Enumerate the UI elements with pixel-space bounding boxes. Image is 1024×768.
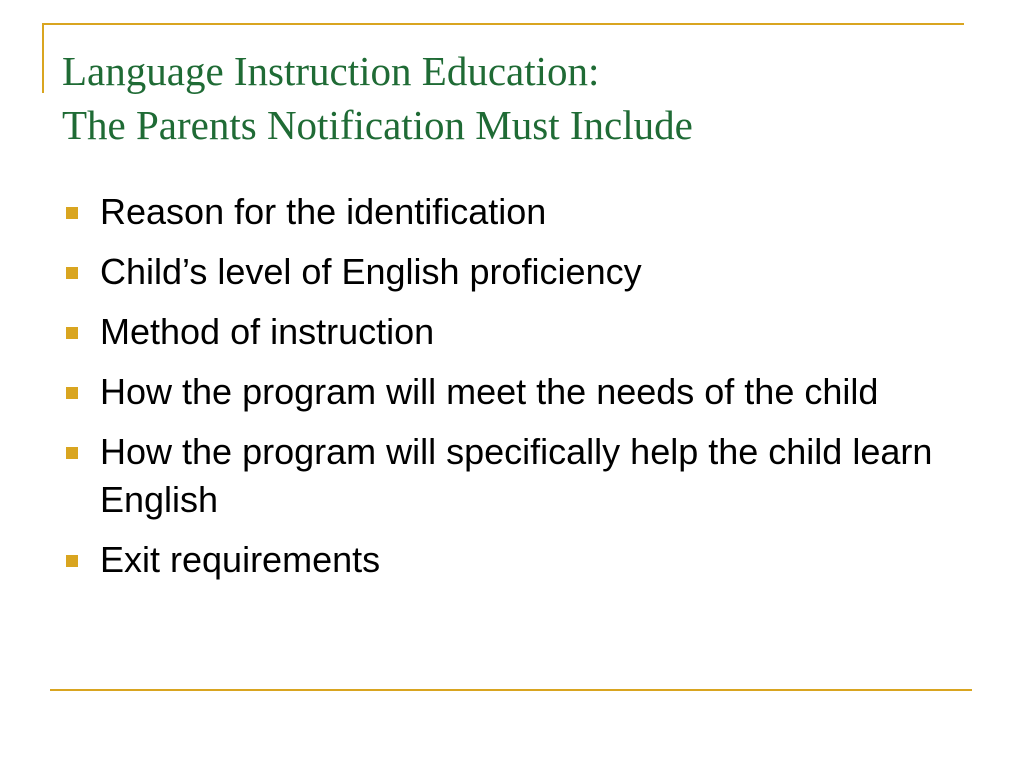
bullet-text: Method of instruction (100, 311, 435, 352)
title-line-1: Language Instruction Education: (62, 48, 600, 94)
list-item (62, 428, 962, 524)
bullet-text: Exit requirements (100, 539, 381, 580)
square-bullet-icon (66, 327, 78, 339)
bottom-rule-line (50, 689, 972, 691)
left-rule-line (42, 23, 44, 93)
slide-title (62, 44, 962, 152)
square-bullet-icon (66, 207, 78, 219)
square-bullet-icon (66, 555, 78, 567)
list-item (62, 368, 962, 416)
bullet-text: How the program will specifically help the child learn English (100, 431, 933, 520)
list-item (62, 308, 962, 356)
title-line-2: The Parents Notification Must Include (62, 102, 693, 148)
bullet-text: How the program will meet the needs of the child (100, 371, 879, 412)
bullet-text: Child’s level of English proficiency (100, 251, 642, 292)
bullet-list (62, 188, 962, 596)
bullet-text: Reason for the identification (100, 191, 547, 232)
top-rule-line (42, 23, 964, 25)
list-item (62, 248, 962, 296)
square-bullet-icon (66, 267, 78, 279)
square-bullet-icon (66, 387, 78, 399)
list-item (62, 536, 962, 584)
list-item (62, 188, 962, 236)
square-bullet-icon (66, 447, 78, 459)
